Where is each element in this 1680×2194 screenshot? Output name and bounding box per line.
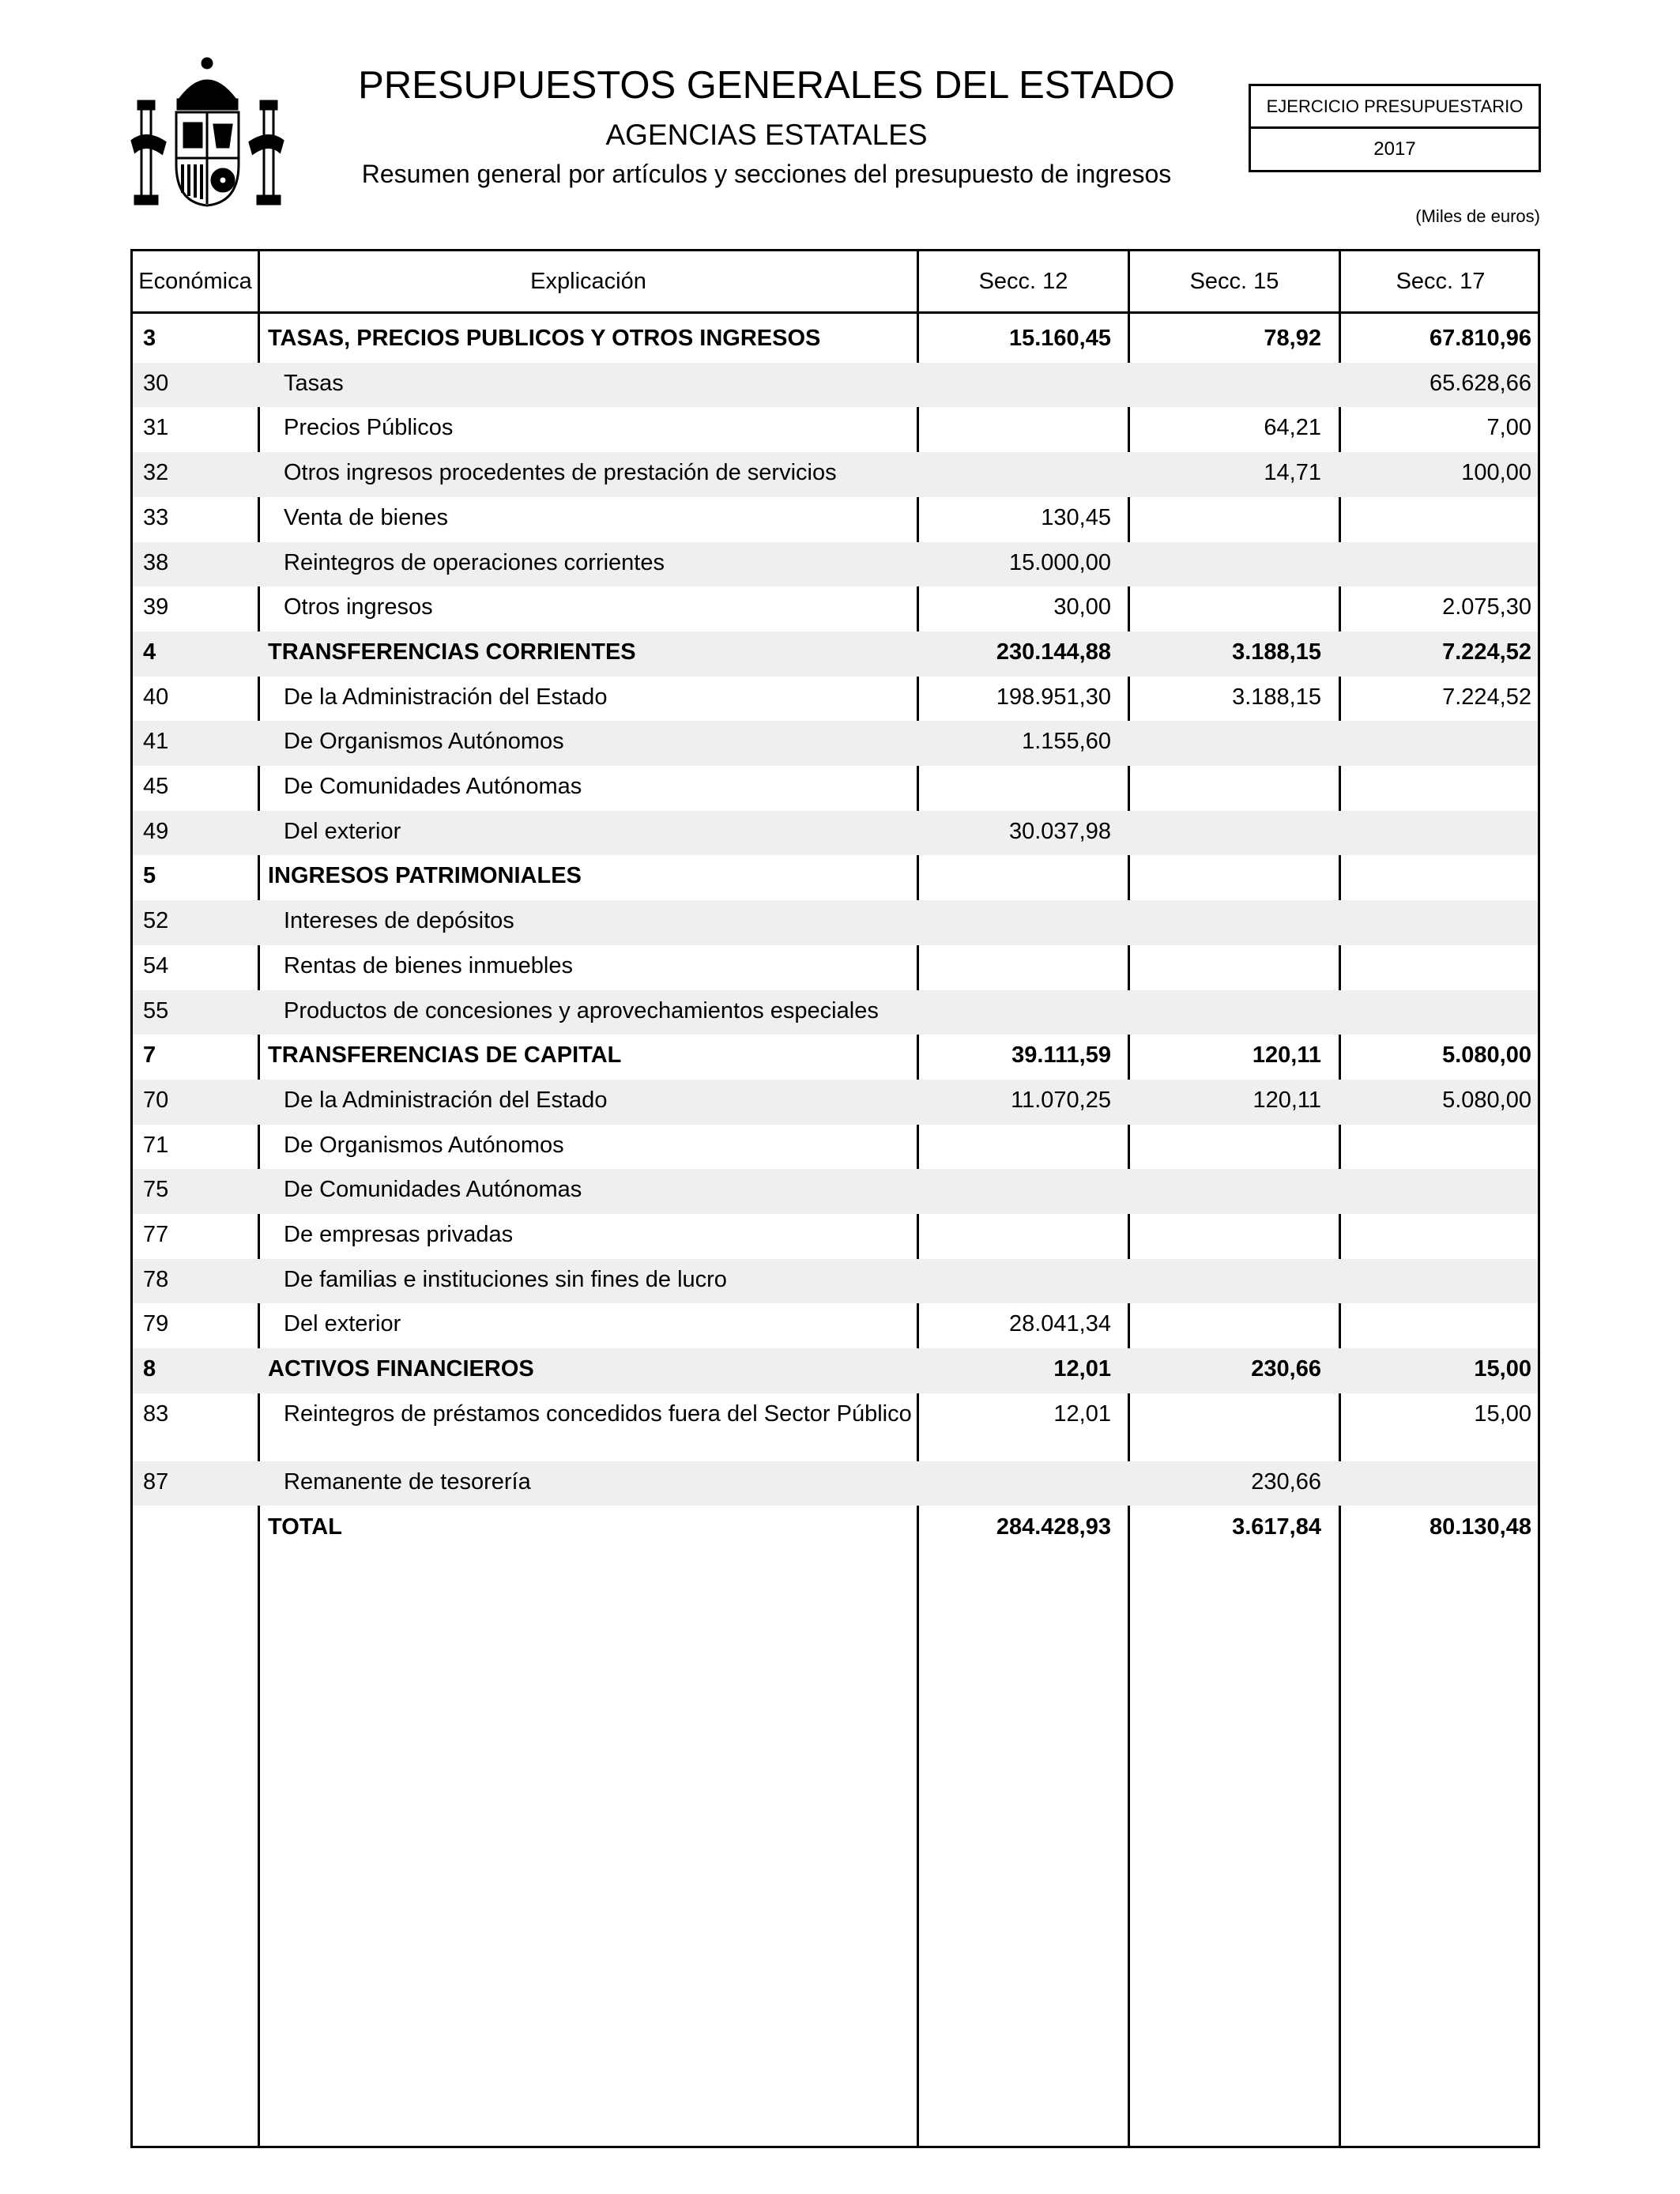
column-header-secc-15: Secc. 15 <box>1189 269 1279 294</box>
budget-table <box>130 249 1540 2148</box>
page-title: PRESUPUESTOS GENERALES DEL ESTADO <box>358 64 1175 107</box>
table-row <box>133 318 1538 363</box>
row-code: 40 <box>143 684 169 710</box>
row-secc-12: 15.160,45 <box>1008 326 1111 351</box>
row-code: 4 <box>143 639 156 665</box>
row-secc-12: 198.951,30 <box>996 684 1111 710</box>
row-secc-12: 30.037,98 <box>1008 818 1111 844</box>
row-code: 33 <box>143 504 169 530</box>
page-subtitle: AGENCIAS ESTATALES <box>605 119 928 151</box>
row-description: Precios Públicos <box>284 415 454 441</box>
row-secc-12: 130,45 <box>1041 504 1111 530</box>
row-secc-12: 11.070,25 <box>1011 1087 1111 1113</box>
row-description: De Organismos Autónomos <box>284 1132 564 1158</box>
table-row <box>133 497 1538 542</box>
row-description: Otros ingresos procedentes de prestación de servicios <box>284 460 837 486</box>
row-code: 87 <box>143 1468 169 1495</box>
table-row <box>133 990 1538 1035</box>
table-row <box>133 811 1538 856</box>
row-secc-17: 15,00 <box>1474 1400 1531 1427</box>
page-description: Resumen general por artículos y secciones del presupuesto de ingresos <box>361 160 1172 188</box>
row-secc-12: 30,00 <box>1053 594 1111 620</box>
ejercicio-value: 2017 <box>1373 138 1416 160</box>
row-description: Intereses de depósitos <box>284 908 514 934</box>
row-secc-17: 7.224,52 <box>1442 639 1531 665</box>
row-description: ACTIVOS FINANCIEROS <box>268 1356 534 1382</box>
row-secc-12: 284.428,93 <box>996 1514 1111 1540</box>
row-code: 78 <box>143 1266 169 1292</box>
row-description: TRANSFERENCIAS DE CAPITAL <box>268 1042 622 1069</box>
table-row <box>133 766 1538 811</box>
row-description: Del exterior <box>284 818 401 844</box>
table-row <box>133 407 1538 452</box>
row-secc-15: 230,66 <box>1251 1356 1321 1382</box>
row-code: 41 <box>143 729 169 755</box>
row-secc-15: 230,66 <box>1251 1468 1321 1495</box>
row-description: Reintegros de préstamos concedidos fuera del Sector Público <box>284 1400 912 1427</box>
table-row <box>133 542 1538 587</box>
row-description: De la Administración del Estado <box>284 1087 608 1113</box>
row-code: 38 <box>143 549 169 575</box>
table-row <box>133 945 1538 990</box>
row-description: INGRESOS PATRIMONIALES <box>268 863 582 889</box>
row-secc-17: 7.224,52 <box>1442 684 1531 710</box>
table-row <box>133 586 1538 631</box>
row-code: 52 <box>143 908 169 934</box>
row-secc-17: 80.130,48 <box>1429 1514 1531 1540</box>
row-code: 54 <box>143 952 169 978</box>
column-header-explicacion: Explicación <box>530 269 646 294</box>
units-label: (Miles de euros) <box>1415 206 1540 226</box>
row-description: De la Administración del Estado <box>284 684 608 710</box>
row-code: 71 <box>143 1132 169 1158</box>
row-code: 5 <box>143 863 156 889</box>
column-header-secc-17: Secc. 17 <box>1396 269 1486 294</box>
table-row <box>133 1303 1538 1348</box>
row-description: De empresas privadas <box>284 1222 514 1247</box>
row-secc-12: 230.144,88 <box>996 639 1111 665</box>
row-code: 30 <box>143 370 169 396</box>
row-description: Remanente de tesorería <box>284 1468 531 1495</box>
row-description: De Comunidades Autónomas <box>284 774 582 799</box>
row-secc-12: 12,01 <box>1053 1400 1111 1427</box>
row-secc-17: 2.075,30 <box>1442 594 1531 620</box>
table-header <box>133 251 1538 314</box>
row-description: TOTAL <box>268 1514 342 1540</box>
row-code: 70 <box>143 1087 169 1113</box>
row-code: 39 <box>143 594 169 620</box>
row-description: De Comunidades Autónomas <box>284 1177 582 1203</box>
table-row <box>133 1214 1538 1259</box>
row-description: Tasas <box>284 370 344 396</box>
row-secc-17: 5.080,00 <box>1442 1042 1531 1069</box>
row-description: Venta de bienes <box>284 504 449 530</box>
row-description: Rentas de bienes inmuebles <box>284 952 573 978</box>
table-row <box>133 1169 1538 1214</box>
table-row <box>133 1506 1538 1551</box>
row-code: 31 <box>143 415 169 441</box>
column-header-economica: Económica <box>138 269 252 294</box>
row-secc-15: 3.617,84 <box>1232 1514 1321 1540</box>
row-secc-12: 15.000,00 <box>1008 549 1111 575</box>
table-row <box>133 631 1538 677</box>
table-row <box>133 855 1538 900</box>
row-code: 7 <box>143 1042 156 1069</box>
row-secc-17: 67.810,96 <box>1429 326 1531 351</box>
row-code: 45 <box>143 774 169 799</box>
row-secc-17: 15,00 <box>1474 1356 1531 1382</box>
row-secc-17: 5.080,00 <box>1442 1087 1531 1113</box>
row-description: De familias e instituciones sin fines de lucro <box>284 1266 727 1292</box>
row-description: Otros ingresos <box>284 594 433 620</box>
row-description: Del exterior <box>284 1311 401 1337</box>
row-description: De Organismos Autónomos <box>284 729 564 755</box>
table-row <box>133 452 1538 497</box>
table-row <box>133 363 1538 408</box>
row-description: TASAS, PRECIOS PUBLICOS Y OTROS INGRESOS <box>268 326 821 351</box>
row-description: TRANSFERENCIAS CORRIENTES <box>268 639 636 665</box>
table-row <box>133 1125 1538 1170</box>
column-header-secc-12: Secc. 12 <box>978 269 1068 294</box>
row-secc-12: 39.111,59 <box>1011 1042 1111 1069</box>
row-description: Productos de concesiones y aprovechamientos especiales <box>284 997 879 1023</box>
row-description: Reintegros de operaciones corrientes <box>284 549 665 575</box>
row-secc-12: 28.041,34 <box>1008 1311 1111 1337</box>
row-code: 55 <box>143 997 169 1023</box>
row-code: 32 <box>143 460 169 486</box>
row-code: 79 <box>143 1311 169 1337</box>
row-code: 49 <box>143 818 169 844</box>
row-code: 75 <box>143 1177 169 1203</box>
row-secc-17: 65.628,66 <box>1429 370 1531 396</box>
row-secc-17: 100,00 <box>1461 460 1531 486</box>
row-secc-15: 78,92 <box>1264 326 1321 351</box>
row-code: 77 <box>143 1222 169 1247</box>
row-secc-17: 7,00 <box>1486 415 1531 441</box>
table-row <box>133 1259 1538 1304</box>
row-secc-15: 3.188,15 <box>1232 684 1321 710</box>
table-row <box>133 1348 1538 1393</box>
row-secc-12: 1.155,60 <box>1022 729 1111 755</box>
row-code: 3 <box>143 326 156 351</box>
ejercicio-box <box>1249 84 1541 172</box>
row-secc-15: 64,21 <box>1264 415 1321 441</box>
table-row <box>133 677 1538 722</box>
table-row <box>133 721 1538 766</box>
table-row <box>133 1035 1538 1080</box>
table-row <box>133 900 1538 945</box>
row-code: 83 <box>143 1400 169 1427</box>
ejercicio-label: EJERCICIO PRESUPUESTARIO <box>1251 86 1539 129</box>
row-secc-12: 12,01 <box>1053 1356 1111 1382</box>
row-secc-15: 3.188,15 <box>1232 639 1321 665</box>
table-row <box>133 1080 1538 1125</box>
table-row <box>133 1461 1538 1506</box>
table-row <box>133 1393 1538 1461</box>
row-secc-15: 120,11 <box>1252 1087 1321 1113</box>
coat-of-arms-of-spain-icon <box>130 54 284 209</box>
row-code: 8 <box>143 1356 156 1382</box>
row-secc-15: 120,11 <box>1252 1042 1321 1069</box>
row-secc-15: 14,71 <box>1264 460 1321 486</box>
